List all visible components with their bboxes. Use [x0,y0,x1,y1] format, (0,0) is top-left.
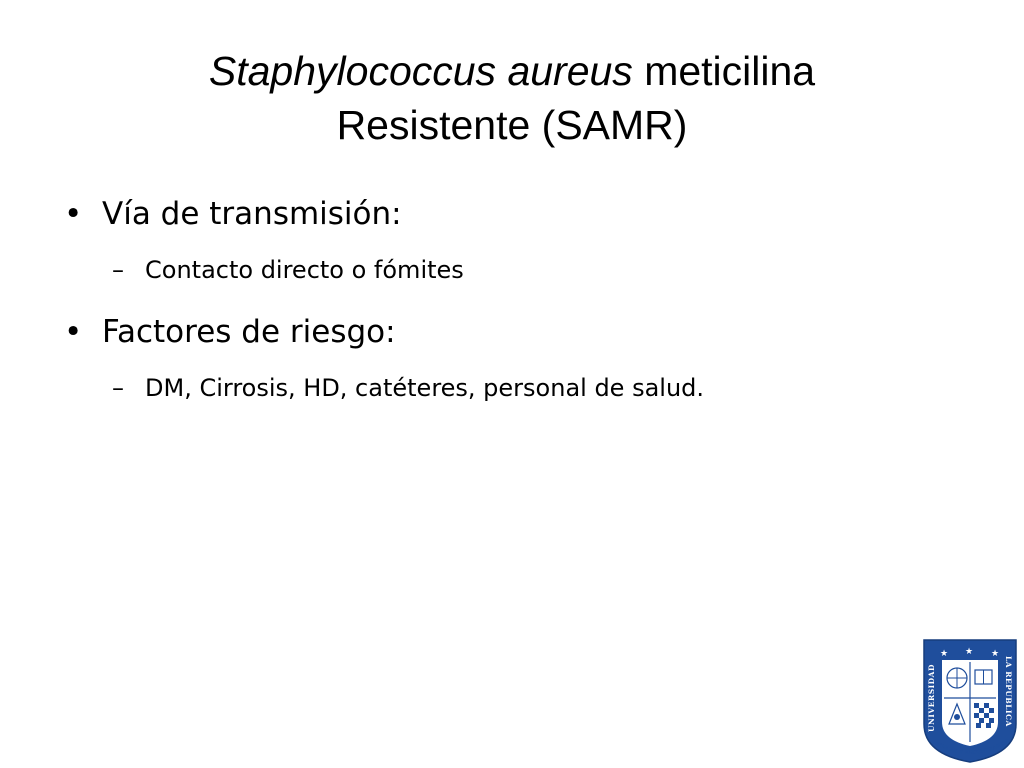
sub-bullet-text: DM, Cirrosis, HD, catéteres, personal de salud. [145,374,705,402]
bullet-marker: • [64,196,83,232]
slide-content [60,190,960,408]
svg-text:BUSCAD Y ENCONTRAREIS: BUSCAD Y ENCONTRAREIS [933,738,1011,757]
svg-text:UNIVERSIDAD: UNIVERSIDAD [927,664,936,732]
title-line-2: Resistente (SAMR) [336,102,688,148]
title-normal-part: meticilina [632,48,816,94]
sub-bullet-item [60,368,960,408]
university-logo [918,636,1022,764]
svg-text:LA REPUBLICA: LA REPUBLICA [1004,656,1013,727]
bullet-marker: • [64,314,83,350]
sub-bullet-text: Contacto directo o fómites [145,256,464,284]
sub-bullet-marker: – [112,256,124,284]
svg-text:★: ★ [940,649,949,659]
bullet-item [60,308,960,356]
sub-bullet-item [60,250,960,290]
bullet-text: Vía de transmisión: [102,196,402,232]
svg-text:★: ★ [965,647,974,657]
bullet-text: Factores de riesgo: [102,314,396,350]
sub-bullet-marker: – [112,374,124,402]
title-line-1 [60,44,964,98]
svg-text:★: ★ [991,649,1000,659]
title-italic-part: Staphylococcus aureus [208,48,633,94]
slide-title [60,44,964,152]
bullet-item [60,190,960,238]
